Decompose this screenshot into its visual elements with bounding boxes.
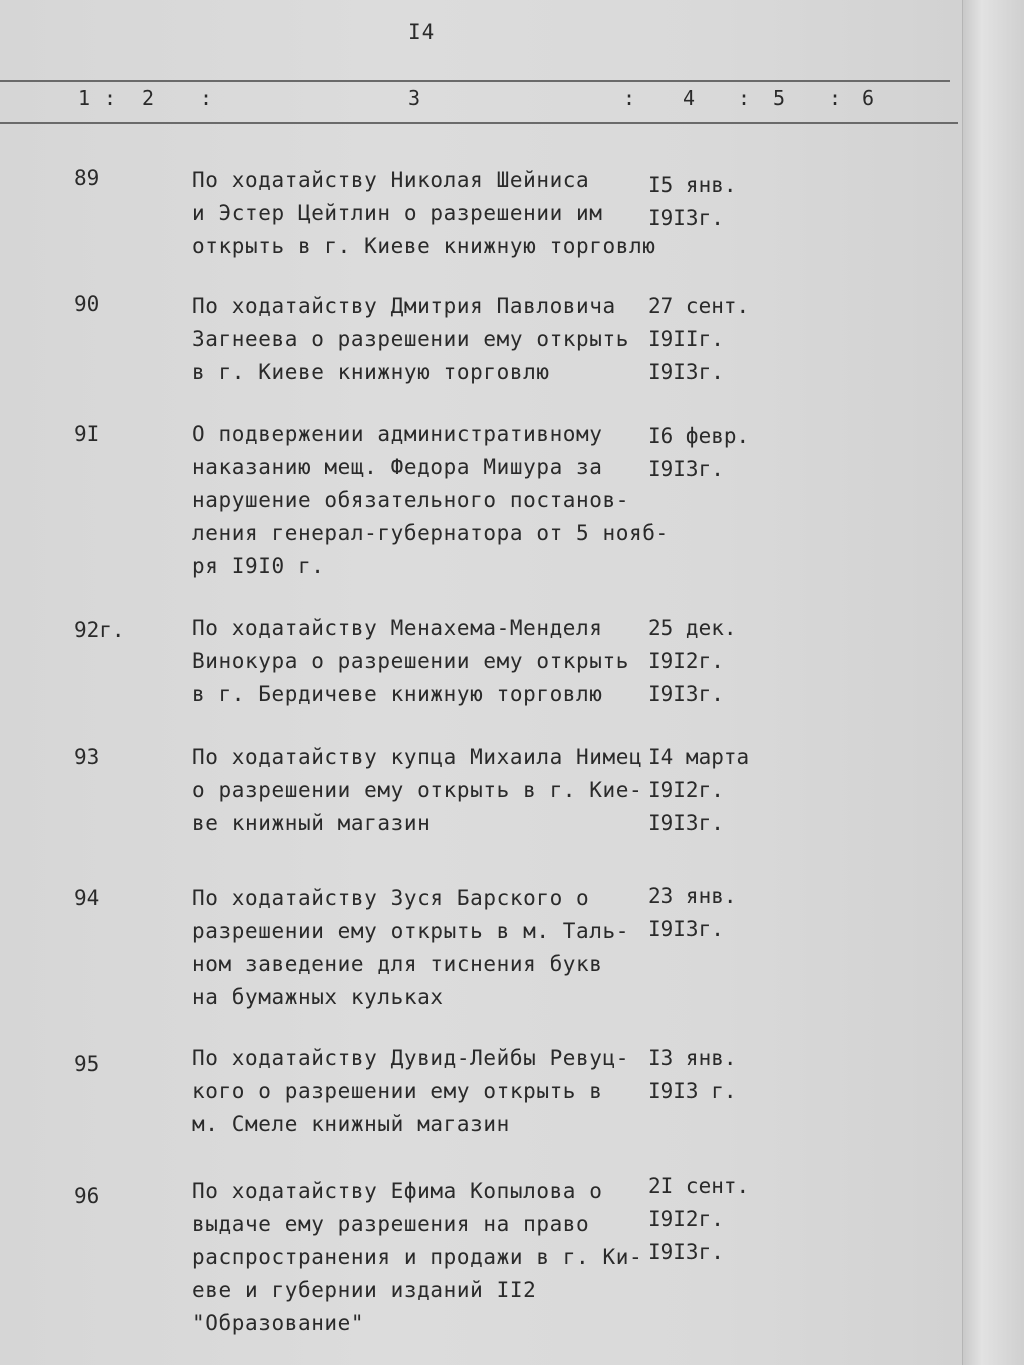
entry-description [192,741,642,840]
text-line: ном заведение для тиснения букв [192,952,603,976]
text-line: разрешении ему открыть в м. Таль- [192,919,630,943]
text-line: и Эстер Цейтлин о разрешении им [192,201,603,225]
text-line: в г. Киеве книжную торговлю [192,360,550,384]
date-line: I6 февр. [648,424,750,448]
entry-dates [648,169,737,235]
entry-number: 89 [74,166,100,190]
date-line: 23 янв. [648,884,737,908]
text-line: ве книжный магазин [192,811,431,835]
entry-description [192,882,629,1014]
text-line: По ходатайству Дмитрия Павловича [192,294,616,318]
date-line: I9I3 г. [648,1079,737,1103]
text-line: По ходатайству купца Михаила Нимец [192,745,643,769]
entry-number: 90 [74,292,100,316]
column-header-3: 3 [408,86,421,110]
date-line: I9I3г. [648,811,724,835]
text-line: По ходатайству Дувид-Лейбы Ревуц- [192,1046,630,1070]
date-line: I9I3г. [648,206,724,230]
text-line: на бумажных кульках [192,985,444,1009]
date-line: I9I3г. [648,457,724,481]
entry-dates [648,290,749,389]
date-line: 25 дек. [648,616,737,640]
text-line: выдаче ему разрешения на право [192,1212,590,1236]
text-line: открыть в г. Киеве книжную торговлю [192,234,656,258]
page-number: I4 [408,20,436,44]
column-header-2: 2 [142,86,155,110]
entry-dates [648,1042,737,1108]
column-separator: : [623,86,636,110]
entry-dates [648,612,737,711]
entry-description [192,418,669,583]
date-line: I9I3г. [648,682,724,706]
column-header-5: 5 [773,86,786,110]
entry-dates [648,880,737,946]
date-line: I9I2г. [648,778,724,802]
column-separator: : [104,86,117,110]
text-line: О подвержении административному [192,422,603,446]
column-separator: : [738,86,751,110]
text-line: нарушение обязательного постанов- [192,488,630,512]
text-line: еве и губернии изданий II2 [192,1278,537,1302]
text-line: По ходатайству Ефима Копылова о [192,1179,603,1203]
entry-description [192,612,629,711]
date-line: I9I3г. [648,1240,724,1264]
text-line: Загнеева о разрешении ему открыть [192,327,630,351]
text-line: в г. Бердичеве книжную торговлю [192,682,603,706]
entry-number: 95 [74,1052,100,1076]
column-header-6: 6 [862,86,875,110]
date-line: I9IIг. [648,327,724,351]
header-bottom-rule [0,122,958,124]
text-line: ления генерал-губернатора от 5 нояб- [192,521,669,545]
header-top-rule [0,80,950,82]
date-line: I4 марта [648,745,750,769]
date-line: I9I3г. [648,917,724,941]
entry-description [192,164,656,263]
text-line: м. Смеле книжный магазин [192,1112,510,1136]
text-line: По ходатайству Зуся Барского о [192,886,590,910]
text-line: о разрешении ему открыть в г. Кие- [192,778,643,802]
date-line: I5 янв. [648,173,737,197]
entry-description [192,1175,642,1340]
entry-number: 92г. [74,618,125,642]
column-separator: : [829,86,842,110]
date-line: I3 янв. [648,1046,737,1070]
text-line: Винокура о разрешении ему открыть [192,649,630,673]
text-line: распространения и продажи в г. Ки- [192,1245,643,1269]
text-line: По ходатайству Менахема-Менделя [192,616,603,640]
entry-dates [648,1170,749,1269]
column-header-4: 4 [683,86,696,110]
entry-number: 9I [74,422,100,446]
entry-number: 93 [74,745,100,769]
text-line: "Образование" [192,1311,365,1335]
date-line: I9I2г. [648,649,724,673]
entry-dates [648,741,749,840]
date-line: I9I3г. [648,360,724,384]
date-line: I9I2г. [648,1207,724,1231]
date-line: 27 сент. [648,294,750,318]
entry-description [192,1042,629,1141]
column-header-1: 1 [78,86,91,110]
text-line: По ходатайству Николая Шейниса [192,168,590,192]
page-edge [962,0,1024,1365]
column-separator: : [200,86,213,110]
text-line: кого о разрешении ему открыть в [192,1079,603,1103]
entry-number: 94 [74,886,100,910]
entry-number: 96 [74,1184,100,1208]
text-line: ря I9I0 г. [192,554,325,578]
date-line: 2I сент. [648,1174,750,1198]
entry-dates [648,420,749,486]
entry-description [192,290,629,389]
text-line: наказанию мещ. Федора Мишура за [192,455,603,479]
